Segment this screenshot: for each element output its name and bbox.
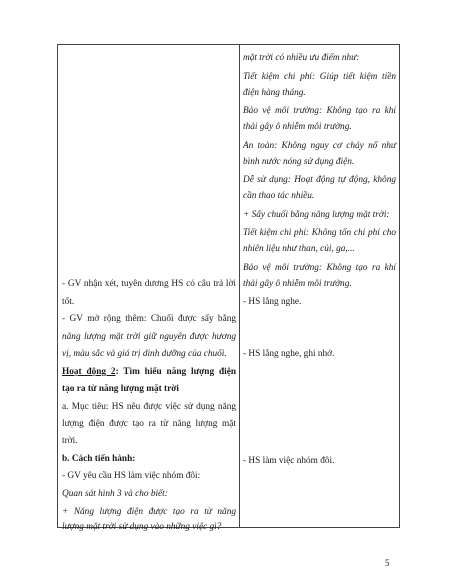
- left-line: Quan sát hình 3 và cho biết:: [62, 489, 168, 499]
- left-line: - GV nhận xét, tuyên dương HS có câu trả lời: [62, 279, 236, 289]
- left-line: tốt.: [62, 297, 75, 307]
- right-line: thải gây ô nhiễm môi trường.: [243, 122, 352, 132]
- section-heading: Hoạt động 2: Tìm hiểu năng lượng điện: [62, 367, 236, 377]
- left-line: + Năng lượng điện được tạo ra từ năng: [62, 507, 236, 517]
- left-line: b. Cách tiến hành:: [62, 454, 136, 464]
- right-line: Dễ sử dụng: Hoạt động tự động, không: [243, 175, 396, 185]
- left-line: lượng mặt trời sử dụng vào những việc gì?: [62, 522, 222, 532]
- left-line: trời.: [62, 436, 78, 446]
- left-line: - GV mở rộng thêm: Chuối được sấy bằng: [62, 314, 236, 324]
- right-line: An toàn: Không nguy cơ cháy nổ như: [243, 141, 396, 151]
- right-line: bình nước nóng sử dụng điện.: [243, 157, 355, 167]
- activity-label: Hoạt động 2: [62, 367, 116, 377]
- lesson-table: [57, 44, 400, 532]
- right-line: - HS lắng nghe, ghi nhớ.: [243, 349, 335, 359]
- right-line: Tiết kiệm chi phí: Không tốn chi phí cho: [243, 228, 396, 238]
- right-line: thải gây ô nhiễm môi trường.: [243, 279, 352, 289]
- page-number: 5: [385, 558, 390, 568]
- left-line: năng lượng mặt trời giữ nguyên được hương: [62, 332, 236, 342]
- right-line: mặt trời có nhiều ưu điểm như:: [243, 53, 360, 63]
- right-line: + Sấy chuối bằng năng lượng mặt trời:: [243, 210, 390, 220]
- right-line: Bảo vệ môi trường: Không tạo ra khí: [243, 263, 396, 273]
- right-line: Bảo vệ môi trường: Không tạo ra khí: [243, 106, 396, 116]
- right-line: điện hàng tháng.: [243, 88, 306, 98]
- right-line: - HS lắng nghe.: [243, 297, 302, 307]
- right-line: - HS làm việc nhóm đôi.: [243, 456, 335, 466]
- left-line: - GV yêu cầu HS làm việc nhóm đôi:: [62, 471, 201, 481]
- right-line: cần thao tác nhiều.: [243, 191, 315, 201]
- right-line: nhiên liệu như than, củi, ga,...: [243, 244, 355, 254]
- left-line: lượng điện được tạo ra từ năng lượng mặt: [62, 419, 236, 429]
- left-line: a. Mục tiêu: HS nêu được việc sử dụng năng: [62, 402, 236, 412]
- column-divider: [239, 45, 240, 527]
- left-line: vị, màu sắc và giá trị dinh dưỡng của chuối.: [62, 349, 227, 359]
- section-heading: tạo ra từ năng lượng mặt trời: [62, 384, 179, 394]
- right-line: Tiết kiệm chi phí: Giúp tiết kiệm tiền: [243, 72, 396, 82]
